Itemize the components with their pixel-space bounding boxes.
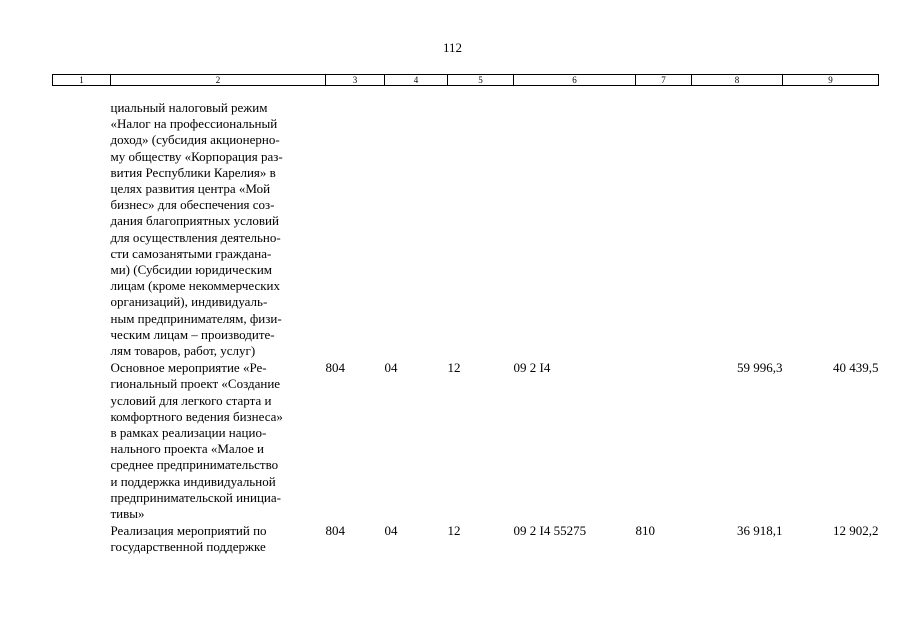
row-description	[111, 86, 326, 360]
column-header-4: 4	[385, 75, 448, 86]
section-code-cell: 04	[384, 360, 398, 376]
empty-cell	[53, 86, 111, 360]
description-line: Реализация мероприятий по	[110, 523, 267, 539]
empty-cell	[53, 359, 111, 522]
description-line: циальный налоговый режим	[110, 100, 268, 115]
page-number: 112	[442, 40, 463, 55]
table-body	[53, 86, 879, 556]
description-line: вития Республики Карелия» в	[110, 164, 276, 180]
description-line: «Налог на профессиональный	[110, 116, 278, 132]
expense-type-cell: 810	[635, 523, 655, 539]
description-line: нального проекта «Малое и	[110, 441, 264, 457]
row-description	[111, 522, 326, 555]
description-line: сти самозанятыми граждана-	[110, 245, 272, 261]
description-line: бизнес» для обеспечения соз-	[110, 197, 275, 213]
amount-year2-cell: 40 439,5	[833, 360, 879, 376]
description-line: предпринимательской инициа-	[110, 489, 281, 505]
subsection-code-cell: 12	[447, 360, 461, 376]
description-line: лям товаров, работ, услуг)	[110, 343, 256, 359]
column-header-8: 8	[692, 75, 783, 86]
table-row	[53, 522, 879, 555]
description-line: комфортного ведения бизнеса»	[110, 408, 283, 424]
description-line: лицам (кроме некоммерческих	[110, 278, 281, 294]
description-line: среднее предпринимательство	[110, 457, 279, 473]
amount-year2-cell: 12 902,2	[833, 523, 879, 539]
amount-year1-cell: 36 918,1	[737, 523, 783, 539]
column-header-9: 9	[783, 75, 879, 86]
description-line: ным предпринимателям, физи-	[110, 310, 282, 326]
ministry-code-cell: 804	[325, 523, 345, 539]
column-header-2: 2	[111, 75, 326, 86]
description-line: гиональный проект «Создание	[110, 376, 281, 392]
empty-cell	[53, 522, 111, 555]
description-line: дания благоприятных условий	[110, 213, 279, 229]
expense-type-cell	[636, 86, 692, 360]
section-code-cell: 04	[384, 523, 398, 539]
description-line: государственной поддержке	[110, 539, 266, 555]
subsection-code-cell	[448, 86, 514, 360]
target-article-cell: 09 2 I4	[513, 360, 551, 376]
column-header-5: 5	[448, 75, 514, 86]
description-line: и поддержка индивидуальной	[110, 473, 276, 489]
section-code-cell	[385, 86, 448, 360]
description-line: условий для легкого старта и	[110, 392, 272, 408]
ministry-code-cell	[326, 86, 385, 360]
column-header-7: 7	[636, 75, 692, 86]
amount-year1-cell: 59 996,3	[737, 360, 783, 376]
row-description	[111, 359, 326, 522]
description-line: доход» (субсидия акционерно-	[110, 132, 280, 148]
expense-type-cell	[636, 359, 692, 522]
description-line: ческим лицам – производите-	[110, 326, 275, 342]
description-line: для осуществления деятельно-	[110, 229, 281, 245]
column-header-3: 3	[326, 75, 385, 86]
description-line: Основное мероприятие «Ре-	[110, 360, 267, 376]
description-line: организаций), индивидуаль-	[110, 294, 268, 310]
target-article-cell	[514, 86, 636, 360]
table-row	[53, 86, 879, 360]
description-line: целях развития центра «Мой	[110, 181, 271, 197]
amount-year2-cell	[783, 86, 879, 360]
ministry-code-cell: 804	[325, 360, 345, 376]
target-article-cell: 09 2 I4 55275	[513, 523, 587, 539]
table-row	[53, 359, 879, 522]
budget-table	[52, 74, 879, 556]
column-header-1: 1	[53, 75, 111, 86]
description-line: в рамках реализации нацио-	[110, 425, 267, 441]
description-line: ми) (Субсидии юридическим	[110, 262, 273, 278]
amount-year1-cell	[692, 86, 783, 360]
subsection-code-cell: 12	[447, 523, 461, 539]
description-line: тивы»	[110, 506, 145, 522]
column-header-6: 6	[514, 75, 636, 86]
column-number-header-row	[53, 75, 879, 86]
description-line: му обществу «Корпорация раз-	[110, 148, 283, 164]
